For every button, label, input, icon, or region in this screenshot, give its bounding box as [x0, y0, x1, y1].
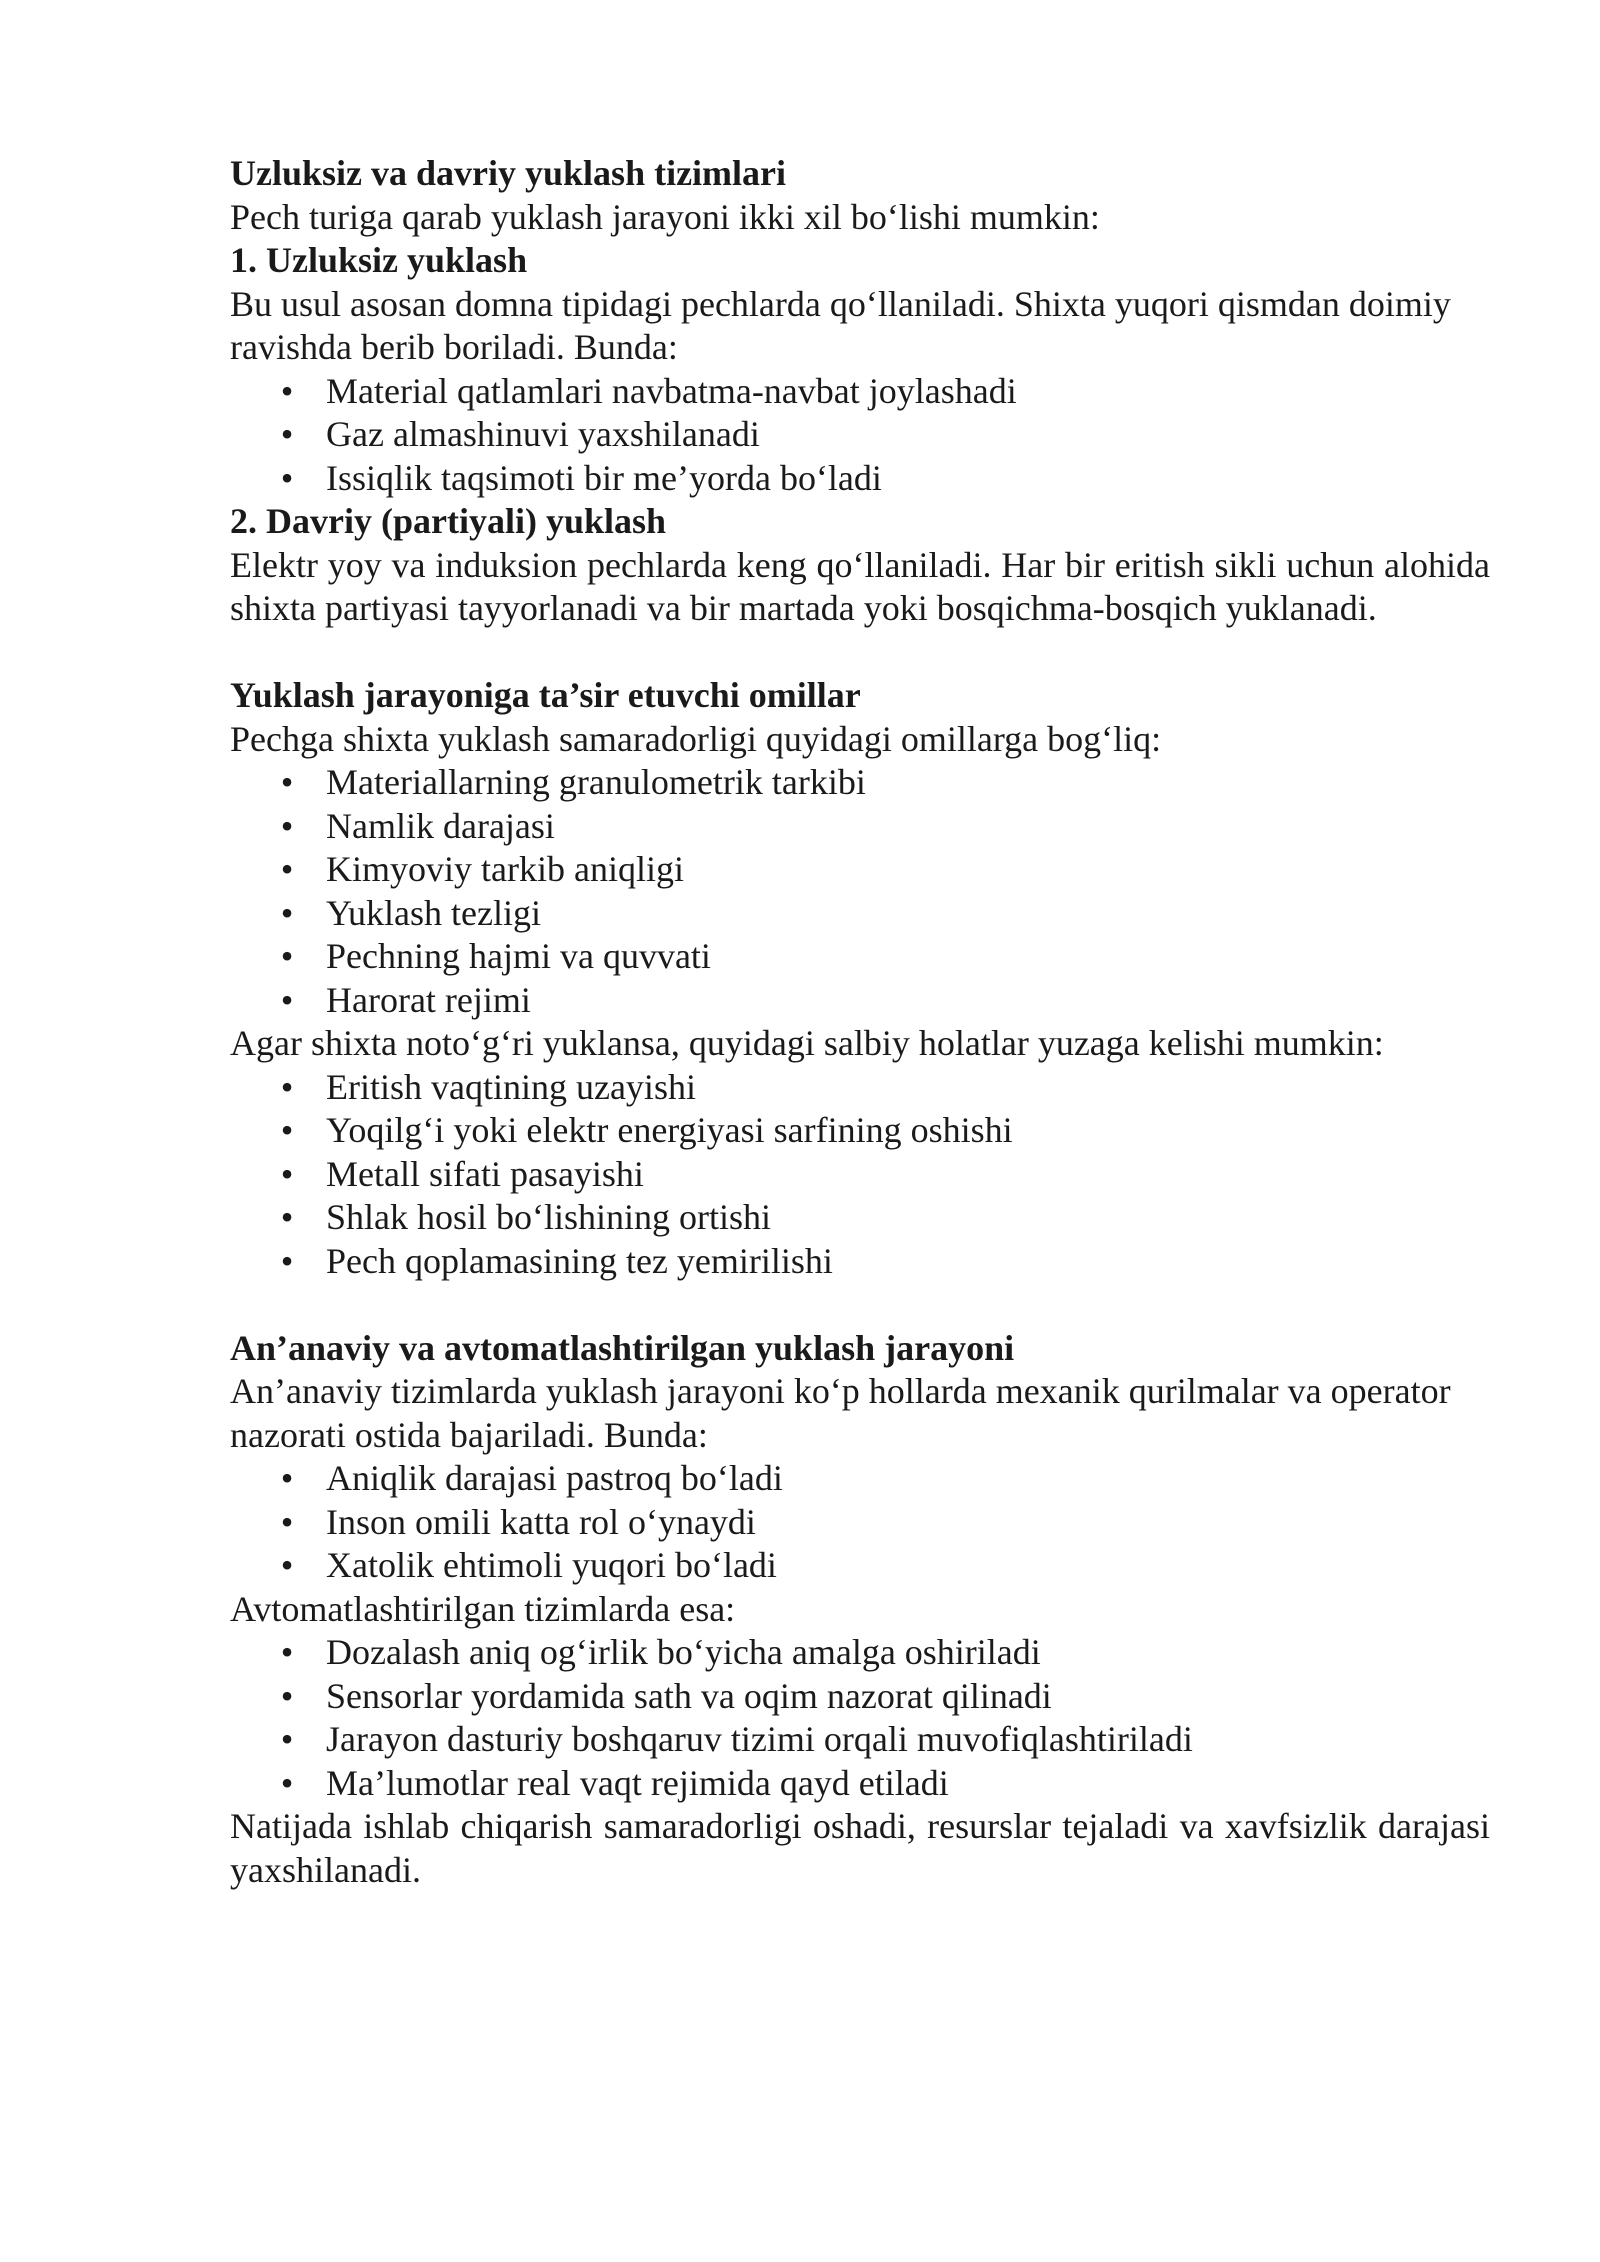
bullet-icon: •: [280, 805, 294, 846]
bullet-list: [230, 1631, 1490, 1805]
bullet-icon: •: [280, 892, 294, 933]
bullet-icon: •: [280, 414, 294, 454]
bullet-list: [230, 761, 1490, 1022]
list-item: [280, 1544, 1490, 1588]
subsection-heading: 1. Uzluksiz yuklash: [230, 240, 528, 280]
list-item: [280, 1675, 1490, 1719]
list-item: [280, 1109, 1490, 1153]
list-item: [280, 935, 1490, 979]
bullet-icon: •: [280, 457, 294, 498]
list-item-text: Kimyoviy tarkib aniqligi: [326, 849, 684, 889]
list-item: [280, 1240, 1490, 1284]
bullet-icon: •: [280, 1501, 294, 1542]
list-item: [280, 848, 1490, 892]
bullet-icon: •: [280, 1110, 294, 1150]
list-item-text: Metall sifati pasayishi: [326, 1153, 644, 1194]
list-item-text: Harorat rejimi: [326, 979, 531, 1020]
spacer: [230, 631, 1490, 675]
list-item: [280, 1153, 1490, 1197]
bullet-icon: •: [280, 1458, 294, 1498]
section-intro: Pech turiga qarab yuklash jarayoni ikki xil bo‘lishi mumkin:: [230, 196, 1100, 237]
list-item-text: Issiqlik taqsimoti bir me’yorda bo‘ladi: [326, 457, 882, 498]
list-item-text: Yuklash tezligi: [326, 892, 541, 933]
list-item: [280, 413, 1490, 457]
list-item-text: Namlik darajasi: [326, 805, 555, 846]
list-item-text: Gaz almashinuvi yaxshilanadi: [326, 414, 760, 454]
paragraph: Elektr yoy va induksion pechlarda keng qo‘llaniladi. Har bir eritish sikli uchun alohida shixta partiyasi tayyorlanadi va bir martada yoki bosqichma-bosqich yuklanadi.: [230, 544, 1490, 628]
paragraph: An’anaviy tizimlarda yuklash jarayoni ko‘p hollarda mexanik qurilmalar va operator nazorati ostida bajariladi. Bunda:: [230, 1371, 1451, 1455]
list-item-text: Materiallarning granulometrik tarkibi: [326, 762, 866, 802]
list-item-text: Dozalash aniq og‘irlik bo‘yicha amalga oshiriladi: [326, 1632, 1041, 1672]
list-item-text: Aniqlik darajasi pastroq bo‘ladi: [326, 1458, 783, 1498]
paragraph: Avtomatlashtirilgan tizimlarda esa:: [230, 1588, 736, 1629]
list-item-text: Pechning hajmi va quvvati: [326, 936, 711, 976]
bullet-list: [230, 1066, 1490, 1284]
list-item: [280, 1501, 1490, 1545]
list-item-text: Shlak hosil bo‘lishining ortishi: [326, 1197, 772, 1237]
bullet-icon: •: [280, 979, 294, 1020]
bullet-icon: •: [280, 1197, 294, 1237]
list-item: [280, 1457, 1490, 1501]
list-item-text: Xatolik ehtimoli yuqori bo‘ladi: [326, 1545, 777, 1585]
list-item-text: Inson omili katta rol o‘ynaydi: [326, 1501, 756, 1542]
document-body: [230, 152, 1490, 1892]
spacer: [230, 1283, 1490, 1327]
bullet-icon: •: [280, 1153, 294, 1194]
list-item-text: Material qatlamlari navbatma-navbat joylashadi: [326, 370, 1017, 411]
list-item: [280, 761, 1490, 805]
list-item: [280, 892, 1490, 936]
list-item-text: Ma’lumotlar real vaqt rejimida qayd etiladi: [326, 1762, 949, 1803]
list-item-text: Sensorlar yordamida sath va oqim nazorat qilinadi: [326, 1675, 1052, 1716]
list-item: [280, 805, 1490, 849]
bullet-icon: •: [280, 370, 294, 411]
bullet-icon: •: [280, 1762, 294, 1803]
list-item: [280, 1762, 1490, 1806]
section-heading: Uzluksiz va davriy yuklash tizimlari: [230, 153, 787, 193]
list-item: [280, 1066, 1490, 1110]
section-heading: Yuklash jarayoniga ta’sir etuvchi omillar: [230, 675, 861, 715]
list-item: [280, 1718, 1490, 1762]
list-item: [280, 1196, 1490, 1240]
bullet-icon: •: [280, 1240, 294, 1281]
bullet-list: [230, 370, 1490, 501]
list-item-text: Pech qoplamasining tez yemirilishi: [326, 1240, 833, 1281]
paragraph: Natijada ishlab chiqarish samaradorligi oshadi, resurslar tejaladi va xavfsizlik darajasi yaxshilanadi.: [230, 1806, 1490, 1890]
paragraph: Bu usul asosan domna tipidagi pechlarda qo‘llaniladi. Shixta yuqori qismdan doimiy ravishda berib boriladi. Bunda:: [230, 283, 1451, 367]
bullet-icon: •: [280, 1545, 294, 1585]
bullet-icon: •: [280, 936, 294, 976]
section-intro: Pechga shixta yuklash samaradorligi quyidagi omillarga bog‘liq:: [230, 718, 1162, 759]
list-item: [280, 1631, 1490, 1675]
list-item-text: Eritish vaqtining uzayishi: [326, 1066, 696, 1107]
paragraph: Agar shixta noto‘g‘ri yuklansa, quyidagi salbiy holatlar yuzaga kelishi mumkin:: [230, 1023, 1384, 1063]
bullet-icon: •: [280, 762, 294, 802]
list-item: [280, 979, 1490, 1023]
bullet-icon: •: [280, 1066, 294, 1107]
bullet-list: [230, 1457, 1490, 1588]
list-item: [280, 370, 1490, 414]
bullet-icon: •: [280, 1675, 294, 1716]
bullet-icon: •: [280, 1719, 294, 1759]
subsection-heading: 2. Davriy (partiyali) yuklash: [230, 501, 667, 541]
list-item-text: Jarayon dasturiy boshqaruv tizimi orqali muvofiqlashtiriladi: [326, 1719, 1193, 1759]
bullet-icon: •: [280, 1632, 294, 1672]
list-item: [280, 457, 1490, 501]
section-heading: An’anaviy va avtomatlashtirilgan yuklash jarayoni: [230, 1327, 1015, 1368]
list-item-text: Yoqilg‘i yoki elektr energiyasi sarfining oshishi: [326, 1110, 1013, 1150]
bullet-icon: •: [280, 849, 294, 889]
